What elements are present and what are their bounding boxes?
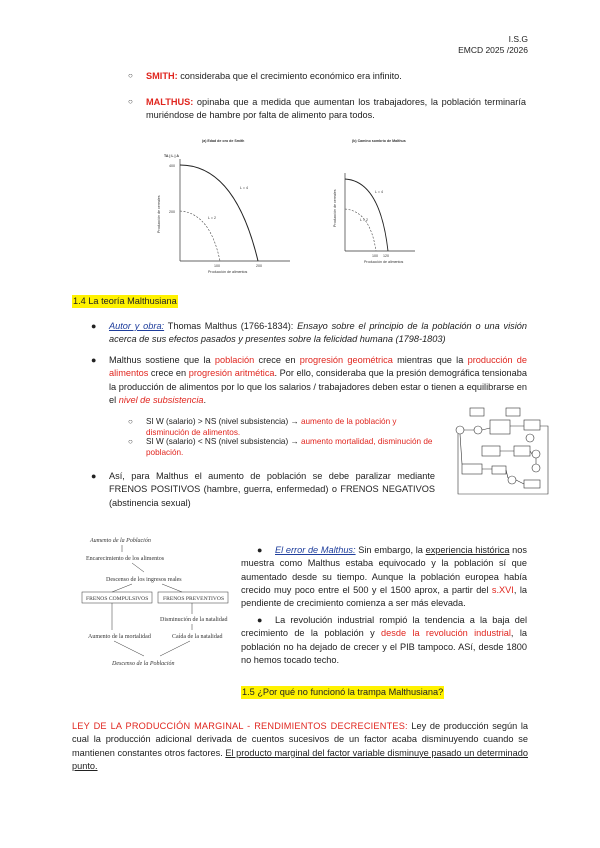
bullet-circle-icon: ○	[128, 71, 133, 80]
ley-underlined: El producto marginal del factor variable disminuye pasado un determinado punto.	[72, 747, 528, 772]
right-tick-x-120: 120	[383, 254, 389, 258]
left-curve-l2-label: L = 2	[208, 216, 216, 220]
bullet-circle-icon: ○	[128, 437, 133, 446]
revolucion-item	[241, 614, 527, 667]
revolucion-desde: desde la revolución industrial	[381, 628, 511, 639]
left-tick-x-200: 200	[256, 264, 262, 268]
sostiene-text-5: . Por ello, consideraba que la presión demográfica tensionaba la producción de alimentos por lo que los salarios / trabajadores deben estar o tienen a equilibrarse en el	[109, 368, 527, 406]
sostiene-geometrica: progresión geométrica	[299, 355, 393, 365]
autor-name: Thomas Malthus (1766-1834):	[164, 321, 298, 331]
revolucion-text-1: La revolución industrial rompió la tendencia a la baja del crecimiento de la población y	[241, 615, 527, 639]
diagram-disminucion-natalidad: Disminución de la natalidad	[160, 617, 228, 623]
right-tick-x-100: 100	[372, 254, 378, 258]
sostiene-text-6: .	[203, 395, 207, 406]
sw-less-item	[146, 436, 438, 459]
bullet-circle-icon: ○	[128, 97, 133, 106]
feedback-diagram	[452, 404, 552, 502]
left-x-label: Producción de alimentos	[208, 270, 248, 274]
diagram-aumento-mortalidad: Aumento de la mortalidad	[88, 634, 151, 640]
diagram-top: Aumento de la Población	[90, 538, 151, 544]
error-text-2: nos muestra como Malthus estaba equivocado y la población sí que aumentado desde su tiempo. Aunque la población europea había crecido muy poco entre el 500 y el 1500 aprox, a partir del	[241, 545, 527, 596]
left-graph-title: (a) Edad de oro de Smith	[202, 139, 245, 143]
bullet-dot-icon: ●	[257, 545, 263, 555]
bullet-dot-icon: ●	[91, 355, 97, 365]
right-x-label: Producción de alimentos	[364, 260, 404, 264]
bullet-dot-icon: ●	[91, 321, 97, 331]
left-graph-header: TA | L | A	[164, 154, 179, 158]
bullet-dot-icon: ●	[91, 471, 97, 481]
error-text-1: Sin embargo, la	[355, 545, 426, 555]
right-curve-l2	[345, 209, 376, 251]
left-curve-l4-label: L = 4	[240, 186, 248, 190]
left-curve-l4	[180, 165, 258, 261]
ley-item	[72, 720, 528, 773]
smith-text: consideraba que el crecimiento económico era infinito.	[177, 71, 402, 81]
section-14-title: 1.4 La teoría Malthusiana	[72, 295, 178, 308]
smith-item	[146, 70, 526, 83]
sw-greater-text: SI W (salario) > NS (nivel subsistencia) →	[146, 417, 301, 426]
frenos-item: Así, para Malthus el aumento de población se debe paralizar mediante FRENOS POSITIVOS (hambre, guerra, enfermedad) o FRENOS NEGATIVOS (abstinencia sexual)	[109, 471, 435, 508]
sostiene-poblacion: población	[214, 355, 255, 365]
left-tick-x-100: 100	[214, 264, 220, 268]
error-text-3: , la pendiente de crecimiento comienza a ser más elevada.	[241, 585, 527, 609]
malthus-item	[146, 96, 526, 123]
sostiene-text-3: mientras que la	[392, 355, 468, 365]
sostiene-item	[109, 354, 527, 407]
sw-greater-result: aumento de la población y disminución de alimentos.	[146, 417, 397, 438]
diagram-descenso-ingresos: Descenso de los ingresos reales	[106, 577, 182, 583]
malthus-diagram	[72, 532, 232, 672]
error-sxvi: s.XVI	[491, 585, 514, 596]
sostiene-aritmetica: progresión aritmética	[188, 368, 275, 379]
malthus-text: opinaba que a medida que aumentan los trabajadores, la población terminaría muriéndose de hambre por falta de alimento para todos.	[146, 97, 526, 121]
ley-label: LEY DE LA PRODUCCIÓN MARGINAL - RENDIMIENTOS DECRECIENTES:	[72, 721, 408, 731]
error-label: El error de Malthus:	[275, 545, 356, 555]
diagram-frenos-compulsivos: FRENOS COMPULSIVOS	[86, 596, 149, 602]
right-curve-l2-label: L = 2	[360, 218, 368, 222]
right-graph-title: (b) Camino sombrío de Malthus	[352, 139, 406, 143]
sostiene-text-2: crece en	[254, 355, 300, 365]
graphs-figure	[150, 133, 450, 281]
header-initials: I.S.G	[508, 34, 528, 44]
malthus-label: MALTHUS:	[146, 97, 194, 107]
left-tick-y-400: 400	[169, 164, 175, 168]
diagram-caida-natalidad: Caída de la natalidad	[172, 634, 223, 640]
right-curve-l4-label: L = 4	[375, 190, 383, 194]
sostiene-text-4: crece en	[148, 368, 189, 379]
right-y-label: Producción de cereales	[333, 189, 337, 227]
revolucion-text-2: , la población no ha dejado de crecer y el PIB tampoco. ASí, desde 1800 no hemos tocado techo.	[241, 628, 527, 666]
diagram-bottom: Descenso de la Población	[112, 661, 175, 667]
header-course: EMCD 2025 /2026	[458, 45, 528, 56]
error-experiencia: experiencia histórica	[425, 545, 510, 555]
diagram-frenos-preventivos: FRENOS PREVENTIVOS	[163, 596, 225, 602]
smith-label: SMITH:	[146, 71, 178, 81]
error-item	[241, 544, 527, 611]
bullet-circle-icon: ○	[128, 417, 133, 426]
section-15-title: 1.5 ¿Por qué no funcionó la trampa Malthusiana?	[241, 686, 444, 699]
left-tick-y-200: 200	[169, 210, 175, 214]
page-header	[458, 34, 528, 57]
sostiene-alimentos: producción de alimentos	[109, 355, 528, 379]
autor-work: Ensayo sobre el principio de la población o una visión acerca de sus efectos pasados y presentes sobre la felicidad humana (1798-1803)	[109, 321, 527, 345]
autor-item	[109, 320, 527, 347]
autor-label: Autor y obra:	[109, 321, 165, 331]
sostiene-nivel: nivel de subsistencia	[118, 395, 204, 406]
sw-less-result: aumento mortalidad, disminución de población.	[146, 437, 433, 458]
bullet-dot-icon: ●	[257, 615, 263, 625]
sostiene-text-1: Malthus sostiene que la	[109, 355, 215, 365]
left-y-label: Producción de cereales	[157, 195, 161, 233]
ley-text: Ley de producción según la cual la producción adicional derivada de cuentos sucesivos de un factor acaba disminuyendo cuando se mantienen constantes otros factores.	[72, 721, 528, 758]
diagram-encarecimiento: Encarecimiento de los alimentos	[86, 556, 165, 562]
sw-less-text: SI W (salario) < NS (nivel subsistencia) →	[146, 437, 301, 446]
